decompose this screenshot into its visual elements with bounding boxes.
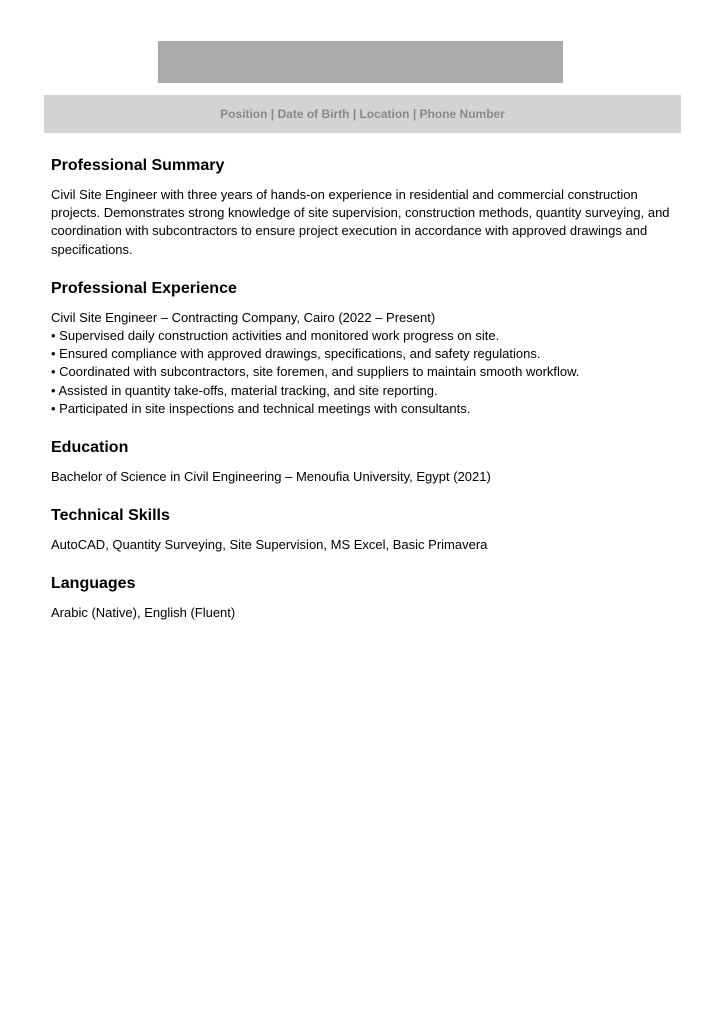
experience-bullet: • Coordinated with subcontractors, site foremen, and suppliers to maintain smooth workflow.	[51, 364, 580, 380]
experience-role: Civil Site Engineer – Contracting Company, Cairo (2022 – Present)	[51, 309, 436, 325]
languages-text: Arabic (Native), English (Fluent)	[51, 605, 236, 621]
section-title-skills: Technical Skills	[51, 507, 170, 525]
skills-section	[51, 505, 681, 554]
experience-bullet: • Assisted in quantity take-offs, material tracking, and site reporting.	[51, 382, 438, 398]
languages-section	[51, 573, 681, 622]
section-title-education: Education	[51, 439, 129, 457]
name-placeholder-bar	[158, 41, 563, 83]
contact-line: Position | Date of Birth | Location | Phone Number	[220, 107, 505, 121]
experience-bullet: • Participated in site inspections and technical meetings with consultants.	[51, 400, 471, 416]
summary-text: Civil Site Engineer with three years of hands-on experience in residential and commercial construction projects. Demonstrates strong knowledge of site supervision, construction methods, quantity surveying, and coordination with subcontractors to ensure project execution in accordance with approved drawings and specifications.	[51, 187, 670, 257]
education-section	[51, 437, 681, 486]
section-title-languages: Languages	[51, 575, 136, 593]
experience-bullet: • Ensured compliance with approved drawings, specifications, and safety regulations.	[51, 346, 541, 362]
summary-section	[51, 155, 681, 259]
section-title-experience: Professional Experience	[51, 279, 237, 297]
section-title-summary: Professional Summary	[51, 157, 225, 174]
contact-info-bar	[44, 95, 681, 133]
experience-bullets	[51, 327, 681, 418]
experience-section	[51, 278, 681, 418]
experience-bullet: • Supervised daily construction activities and monitored work progress on site.	[51, 328, 500, 344]
education-text: Bachelor of Science in Civil Engineering – Menoufia University, Egypt (2021)	[51, 469, 491, 485]
resume-body	[51, 155, 681, 635]
skills-text: AutoCAD, Quantity Surveying, Site Supervision, MS Excel, Basic Primavera	[51, 537, 488, 553]
